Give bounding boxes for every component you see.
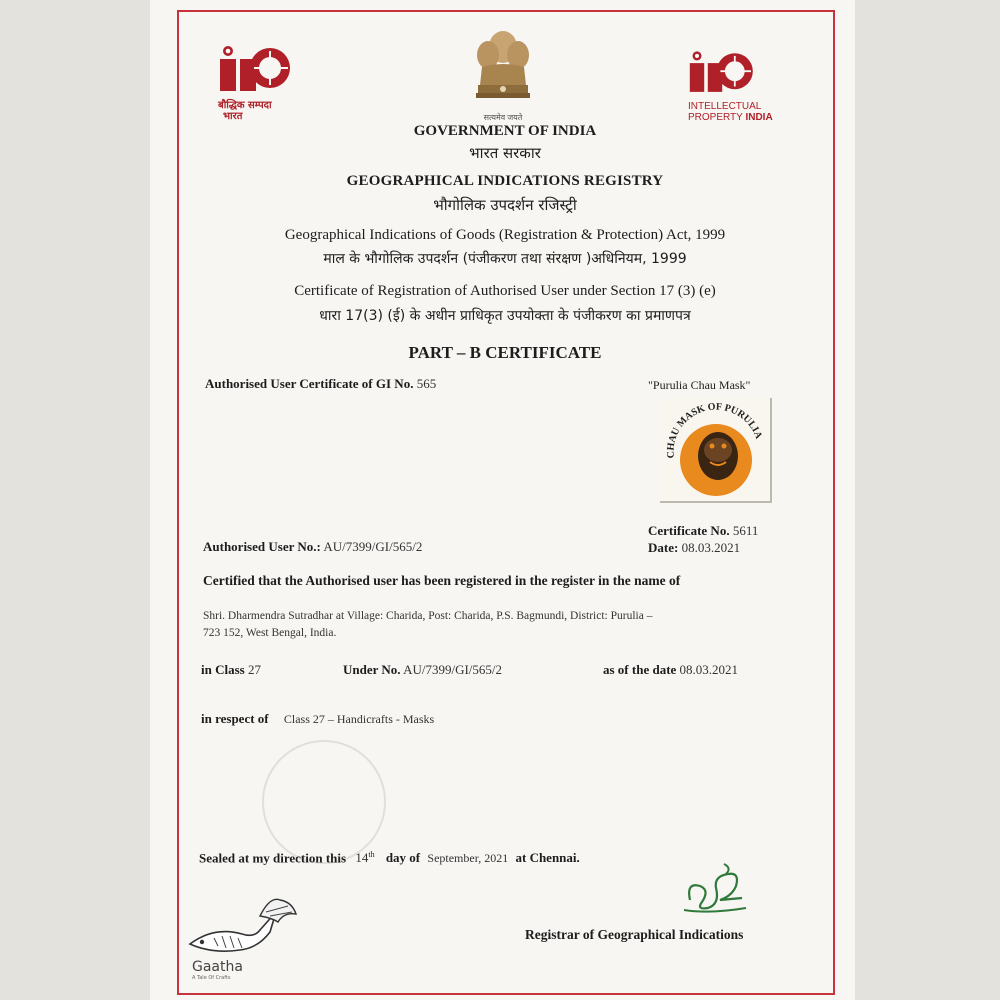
gaatha-tagline: A Tale Of Crafts [192, 975, 231, 981]
ip-india-logo-english [688, 50, 808, 123]
cert-title-en: Certificate of Registration of Authorised User under Section 17 (3) (e) [294, 283, 716, 299]
under-number-line [343, 662, 502, 678]
act-title-en: Geographical Indications of Goods (Registration & Protection) Act, 1999 [284, 227, 726, 243]
lion-capital-emblem-icon [468, 25, 538, 107]
class-line [201, 662, 261, 678]
in-respect-of-value: Class 27 – Handicrafts - Masks [283, 712, 435, 726]
month-value: September, 2021 [427, 851, 509, 866]
holder-address-line1: Shri. Dharmendra Sutradhar at Village: Charida, Post: Charida, P.S. Bagmundi, District: Purulia – [203, 610, 653, 622]
authorised-user-number-label: Authorised User No.: [203, 539, 321, 554]
day-suffix: th [368, 850, 375, 859]
ip-logo-icon [688, 50, 760, 96]
registry-title-en: GEOGRAPHICAL INDICATIONS REGISTRY [346, 173, 664, 189]
gov-title-en: GOVERNMENT OF INDIA [413, 123, 597, 139]
embossed-seal [262, 740, 386, 864]
class-label: in Class [201, 662, 245, 677]
day-value: 14 [355, 850, 369, 866]
right-logo-line1: INTELLECTUAL [688, 101, 762, 112]
registrar-title: Registrar of Geographical Indications [525, 927, 744, 942]
cert-title-hi: धारा 17(3) (ई) के अधीन प्राधिकृत उपयोक्ता के पंजीकरण का प्रमाणपत्र [319, 308, 691, 324]
certificate-number-label: Certificate No. [648, 523, 730, 538]
registrar-signature-icon [680, 860, 752, 922]
chau-mask-icon [660, 398, 770, 501]
part-b-title: PART – B CERTIFICATE [408, 343, 602, 362]
at-chennai-label: at Chennai. [515, 850, 580, 866]
right-logo-india: INDIA [745, 112, 773, 123]
act-title-hi: माल के भौगोलिक उपदर्शन (पंजीकरण तथा संरक्षण )अधिनियम, 1999 [323, 251, 687, 267]
as-of-date-value: 08.03.2021 [679, 662, 739, 677]
sealed-line [199, 850, 580, 866]
emblem-motto: सत्यमेव जयते [483, 113, 523, 122]
national-emblem [468, 25, 538, 123]
in-respect-of-label: in respect of [201, 711, 269, 726]
certified-statement: Certified that the Authorised user has been registered in the register in the name of [203, 573, 681, 588]
ip-logo-icon [218, 45, 298, 95]
product-name: "Purulia Chau Mask" [648, 378, 751, 392]
authorised-user-number-value: AU/7399/GI/565/2 [323, 539, 423, 554]
registry-title-hi: भौगोलिक उपदर्शन रजिस्ट्री [433, 196, 577, 214]
authorised-user-number-line [203, 539, 422, 555]
gaatha-logo [184, 892, 314, 981]
right-logo-property: PROPERTY [688, 112, 743, 123]
ip-india-logo-hindi [218, 45, 308, 122]
certificate-date-line [648, 540, 740, 556]
as-of-date-line [603, 662, 738, 678]
chau-mask-logo [660, 398, 772, 503]
gi-number-value: 565 [416, 376, 437, 391]
certificate-date-label: Date: [648, 540, 679, 555]
left-logo-text-2: भारत [223, 111, 243, 122]
certificate-number-line [648, 523, 758, 539]
as-of-date-label: as of the date [603, 662, 677, 677]
under-number-label: Under No. [343, 662, 401, 677]
gi-number-line [205, 376, 436, 392]
left-logo-text: बौद्धिक सम्पदा [218, 100, 272, 111]
fish-drawing-icon [184, 892, 309, 962]
certificate-date-value: 08.03.2021 [681, 540, 741, 555]
chau-logo-text: CHAU MASK OF PURULIA [665, 401, 765, 459]
holder-address-line2: 723 152, West Bengal, India. [203, 627, 337, 639]
class-value: 27 [247, 662, 261, 677]
sealed-label: Sealed at my direction this [199, 850, 347, 866]
day-of-label: day of [385, 850, 421, 866]
certificate-number-value: 5611 [732, 523, 759, 538]
under-number-value: AU/7399/GI/565/2 [403, 662, 503, 677]
right-logo-line2 [688, 112, 808, 123]
gov-title-hi: भारत सरकार [469, 144, 541, 162]
gi-number-label: Authorised User Certificate of GI No. [205, 376, 414, 391]
gaatha-brand: Gaatha [192, 959, 243, 975]
in-respect-of-line [201, 711, 434, 727]
